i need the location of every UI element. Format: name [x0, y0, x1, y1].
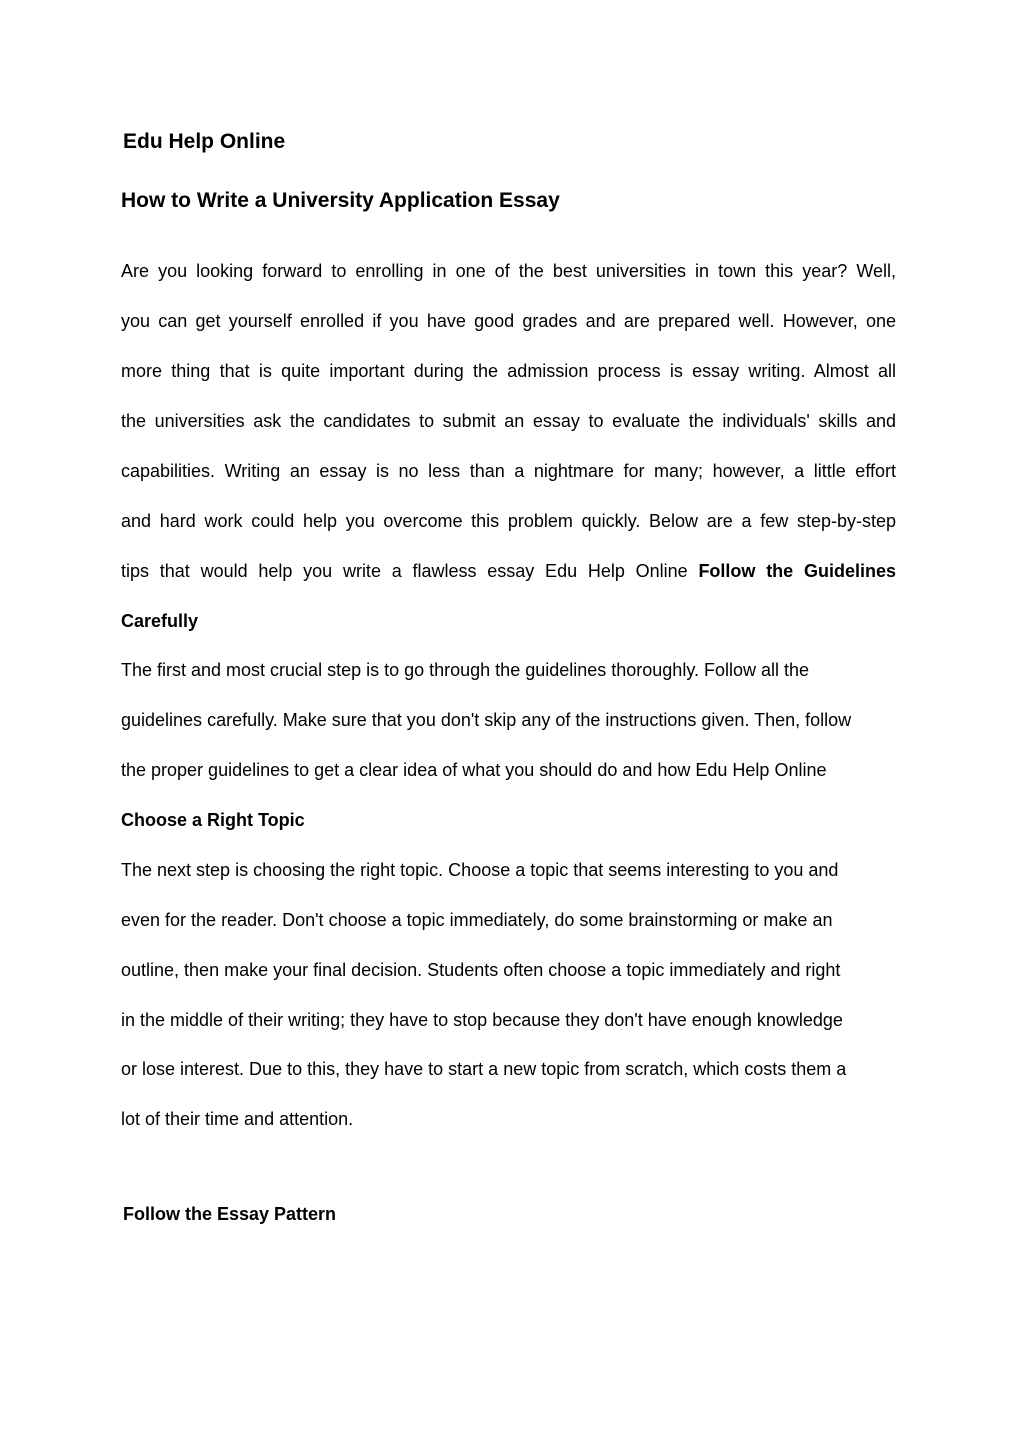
intro-line: and hard work could help you overcome this problem quickly. Below are a few step-by-step	[121, 511, 896, 531]
intro-line: you can get yourself enrolled if you have good grades and are prepared well. However, one	[121, 311, 896, 331]
intro-line-with-heading	[121, 559, 896, 583]
essay-title: How to Write a University Application Essay	[121, 189, 560, 212]
topic-heading: Choose a Right Topic	[121, 810, 305, 830]
topic-line: or lose interest. Due to this, they have to start a new topic from scratch, which costs them a	[121, 1059, 847, 1079]
topic-line: lot of their time and attention.	[121, 1109, 354, 1129]
intro-line: Are you looking forward to enrolling in one of the best universities in town this year? Well,	[121, 261, 896, 281]
site-title: Edu Help Online	[123, 130, 286, 153]
intro-line: more thing that is quite important during the admission process is essay writing. Almost all	[121, 361, 896, 381]
topic-line: outline, then make your final decision. Students often choose a topic immediately and right	[121, 960, 841, 980]
topic-line: in the middle of their writing; they have to stop because they don't have enough knowledge	[121, 1010, 843, 1030]
topic-line: even for the reader. Don't choose a topic immediately, do some brainstorming or make an	[121, 910, 833, 930]
guidelines-line: guidelines carefully. Make sure that you don't skip any of the instructions given. Then, follow	[121, 710, 852, 730]
intro-line: the universities ask the candidates to submit an essay to evaluate the individuals' skills and	[121, 411, 896, 431]
intro-line: capabilities. Writing an essay is no less than a nightmare for many; however, a little effort	[121, 461, 896, 481]
pattern-heading: Follow the Essay Pattern	[123, 1204, 337, 1224]
guidelines-line: The first and most crucial step is to go through the guidelines thoroughly. Follow all the	[121, 660, 810, 680]
guidelines-heading-continuation: Carefully	[121, 611, 199, 631]
guidelines-line: the proper guidelines to get a clear idea of what you should do and how Edu Help Online	[121, 760, 827, 780]
guidelines-heading: Follow the Guidelines	[698, 561, 896, 581]
intro-line-text: tips that would help you write a flawless essay Edu Help Online	[121, 561, 688, 581]
topic-line: The next step is choosing the right topic. Choose a topic that seems interesting to you and	[121, 860, 839, 880]
